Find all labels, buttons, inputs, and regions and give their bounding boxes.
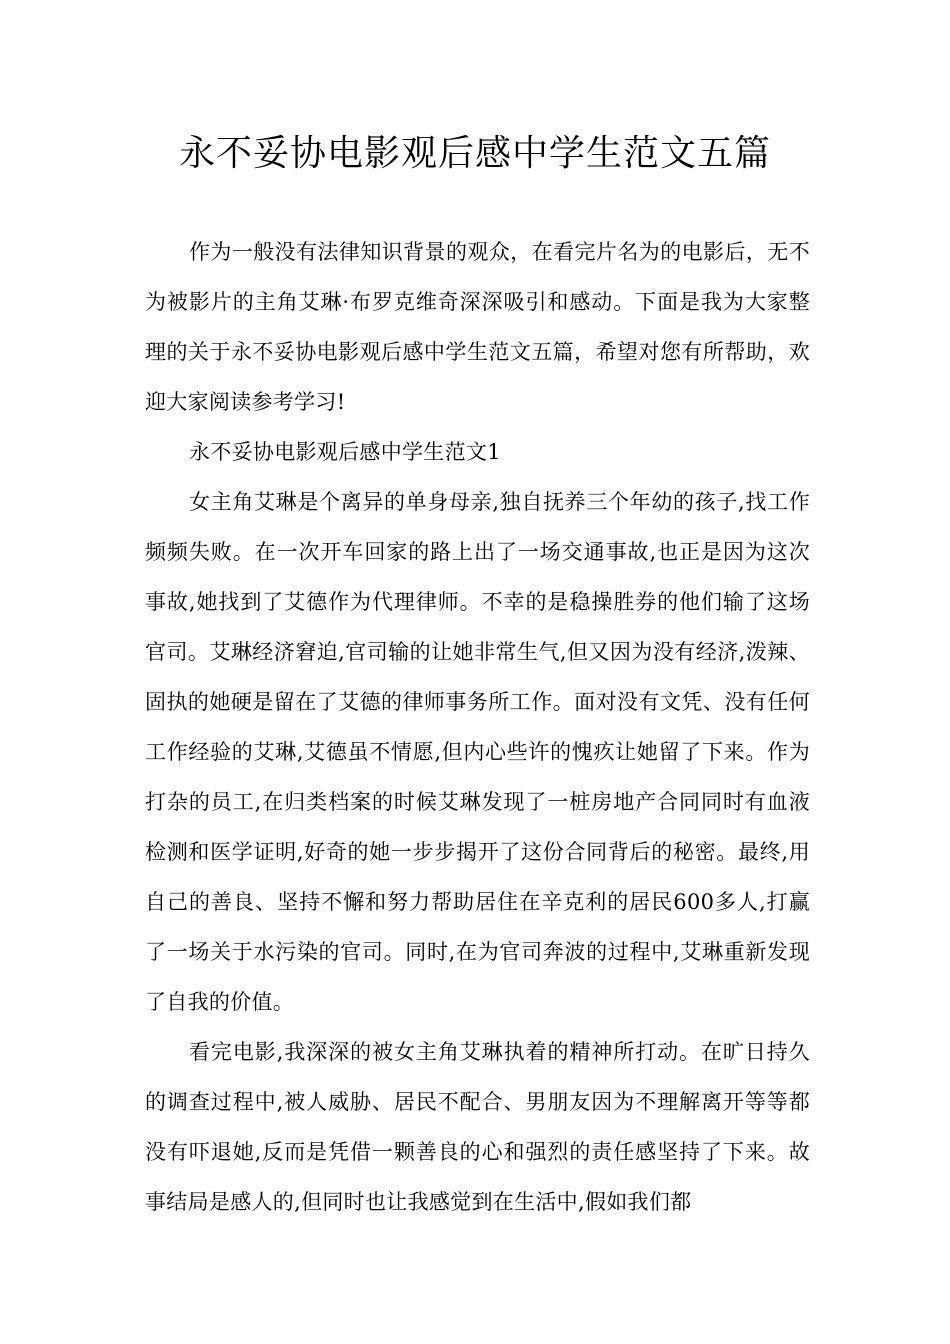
intro-paragraph: 作为一般没有法律知识背景的观众，在看完片名为的电影后，无不为被影片的主角艾琳·布罗克维奇深深吸引和感动。下面是我为大家整理的关于永不妥协电影观后感中学生范文五篇，希望对您有所帮助，欢迎大家阅读参考学习! xyxy=(145,240,810,414)
document-title: 永不妥协电影观后感中学生范文五篇 xyxy=(178,133,771,174)
section-heading: 永不妥协电影观后感中学生范文1 xyxy=(189,440,501,464)
reflection-paragraph: 看完电影,我深深的被女主角艾琳执着的精神所打动。在旷日持久的调查过程中,被人威胁、居民不配合、男朋友因为不理解离开等等都没有吓退她,反而是凭借一颗善良的心和强烈的责任感坚持了下来。故事结局是感人的,但同时也让我感觉到在生活中,假如我们都 xyxy=(145,1040,810,1214)
document-body xyxy=(145,227,810,1227)
story-paragraph: 女主角艾琳是个离异的单身母亲,独自抚养三个年幼的孩子,找工作频频失败。在一次开车回家的路上出了一场交通事故,也正是因为这次事故,她找到了艾德作为代理律师。不幸的是稳操胜券的他们输了这场官司。艾琳经济窘迫,官司输的让她非常生气,但又因为没有经济,泼辣、固执的她硬是留在了艾德的律师事务所工作。面对没有文凭、没有任何工作经验的艾琳,艾德虽不情愿,但内心些许的愧疚让她留了下来。作为打杂的员工,在归类档案的时候艾琳发现了一桩房地产合同同时有血液检测和医学证明,好奇的她一步步揭开了这份合同背后的秘密。最终,用自己的善良、坚持不懈和努力帮助居住在辛克利的居民600多人,打赢了一场关于水污染的官司。同时,在为官司奔波的过程中,艾琳重新发现了自我的价值。 xyxy=(145,490,810,1014)
